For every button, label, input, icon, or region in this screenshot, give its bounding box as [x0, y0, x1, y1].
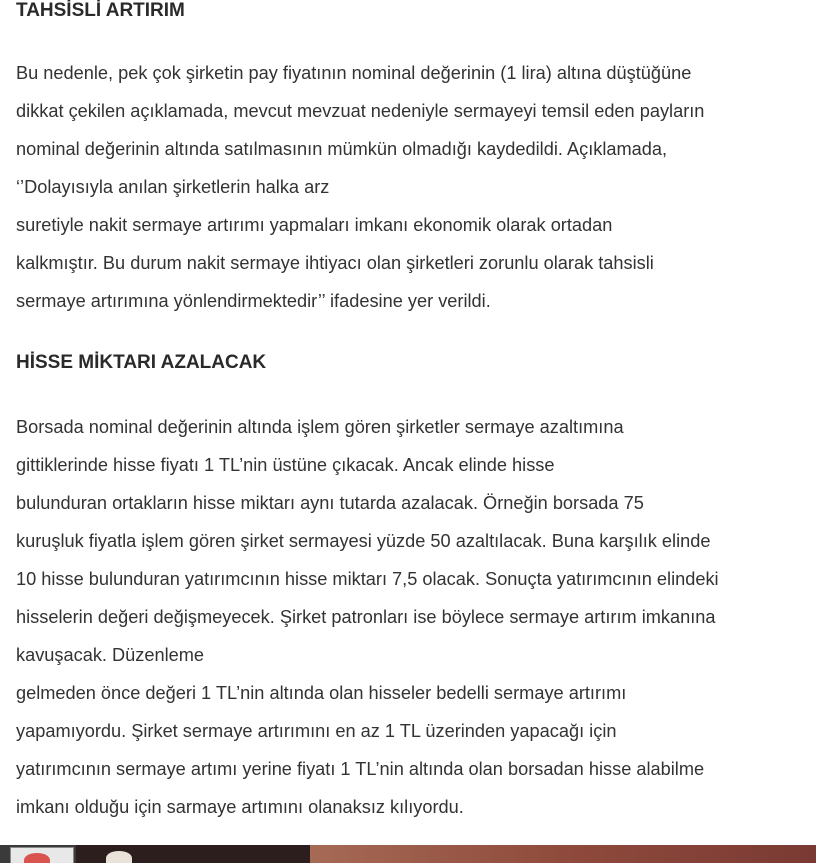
paragraph-line: suretiyle nakit sermaye artırımı yapmaları imkanı ekonomik olarak ortadan	[16, 215, 613, 235]
banner-image[interactable]	[310, 845, 816, 863]
thumbnail-image[interactable]	[0, 845, 76, 863]
paragraph-line: hisselerin değeri değişmeyecek. Şirket patronları ise böylece sermaye artırım imkanına	[16, 607, 716, 627]
paragraph-line: bulunduran ortakların hisse miktarı aynı tutarda azalacak. Örneğin borsada 75	[16, 493, 644, 513]
section-heading-tahsisli-artirim: TAHSİSLİ ARTIRIM	[16, 0, 185, 21]
paragraph-line: Bu nedenle, pek çok şirketin pay fiyatının nominal değerinin (1 lira) altına düştüğüne	[16, 63, 692, 83]
paragraph-line: yapamıyordu. Şirket sermaye artırımını en az 1 TL üzerinden yapacağı için	[16, 721, 617, 741]
paragraph-line: ‘’Dolayısıyla anılan şirketlerin halka arz	[16, 177, 330, 197]
paragraph-line: 10 hisse bulunduran yatırımcının hisse miktarı 7,5 olacak. Sonuçta yatırımcının elindeki	[16, 569, 719, 589]
thumbnail-image[interactable]	[76, 845, 310, 863]
paragraph-tahsisli-artirim	[16, 54, 704, 320]
paragraph-line: sermaye artırımına yönlendirmektedir’’ ifadesine yer verildi.	[16, 291, 491, 311]
thumbnail-graphic	[24, 853, 50, 863]
paragraph-line: dikkat çekilen açıklamada, mevcut mevzuat nedeniyle sermayeyi temsil eden payların	[16, 101, 705, 121]
section-heading-hisse-miktari: HİSSE MİKTARI AZALACAK	[16, 352, 267, 373]
paragraph-line: yatırımcının sermaye artımı yerine fiyatı 1 TL’nin altında olan borsadan hisse alabilme	[16, 759, 705, 779]
thumbnail-graphic	[106, 851, 132, 863]
paragraph-line: kalkmıştır. Bu durum nakit sermaye ihtiyacı olan şirketleri zorunlu olarak tahsisli	[16, 253, 654, 273]
paragraph-line: gelmeden önce değeri 1 TL’nin altında olan hisseler bedelli sermaye artırımı	[16, 683, 627, 703]
paragraph-line: nominal değerinin altında satılmasının mümkün olmadığı kaydedildi. Açıklamada,	[16, 139, 668, 159]
paragraph-line: kuruşluk fiyatla işlem gören şirket sermayesi yüzde 50 azaltılacak. Buna karşılık elinde	[16, 531, 711, 551]
paragraph-line: kavuşacak. Düzenleme	[16, 645, 205, 665]
related-images-strip[interactable]	[0, 845, 816, 863]
paragraph-line: imkanı olduğu için sarmaye artımını olanaksız kılıyordu.	[16, 797, 464, 817]
paragraph-line: gittiklerinde hisse fiyatı 1 TL’nin üstüne çıkacak. Ancak elinde hisse	[16, 455, 555, 475]
paragraph-line: Borsada nominal değerinin altında işlem gören şirketler sermaye azaltımına	[16, 417, 624, 437]
paragraph-hisse-miktari	[16, 408, 719, 826]
